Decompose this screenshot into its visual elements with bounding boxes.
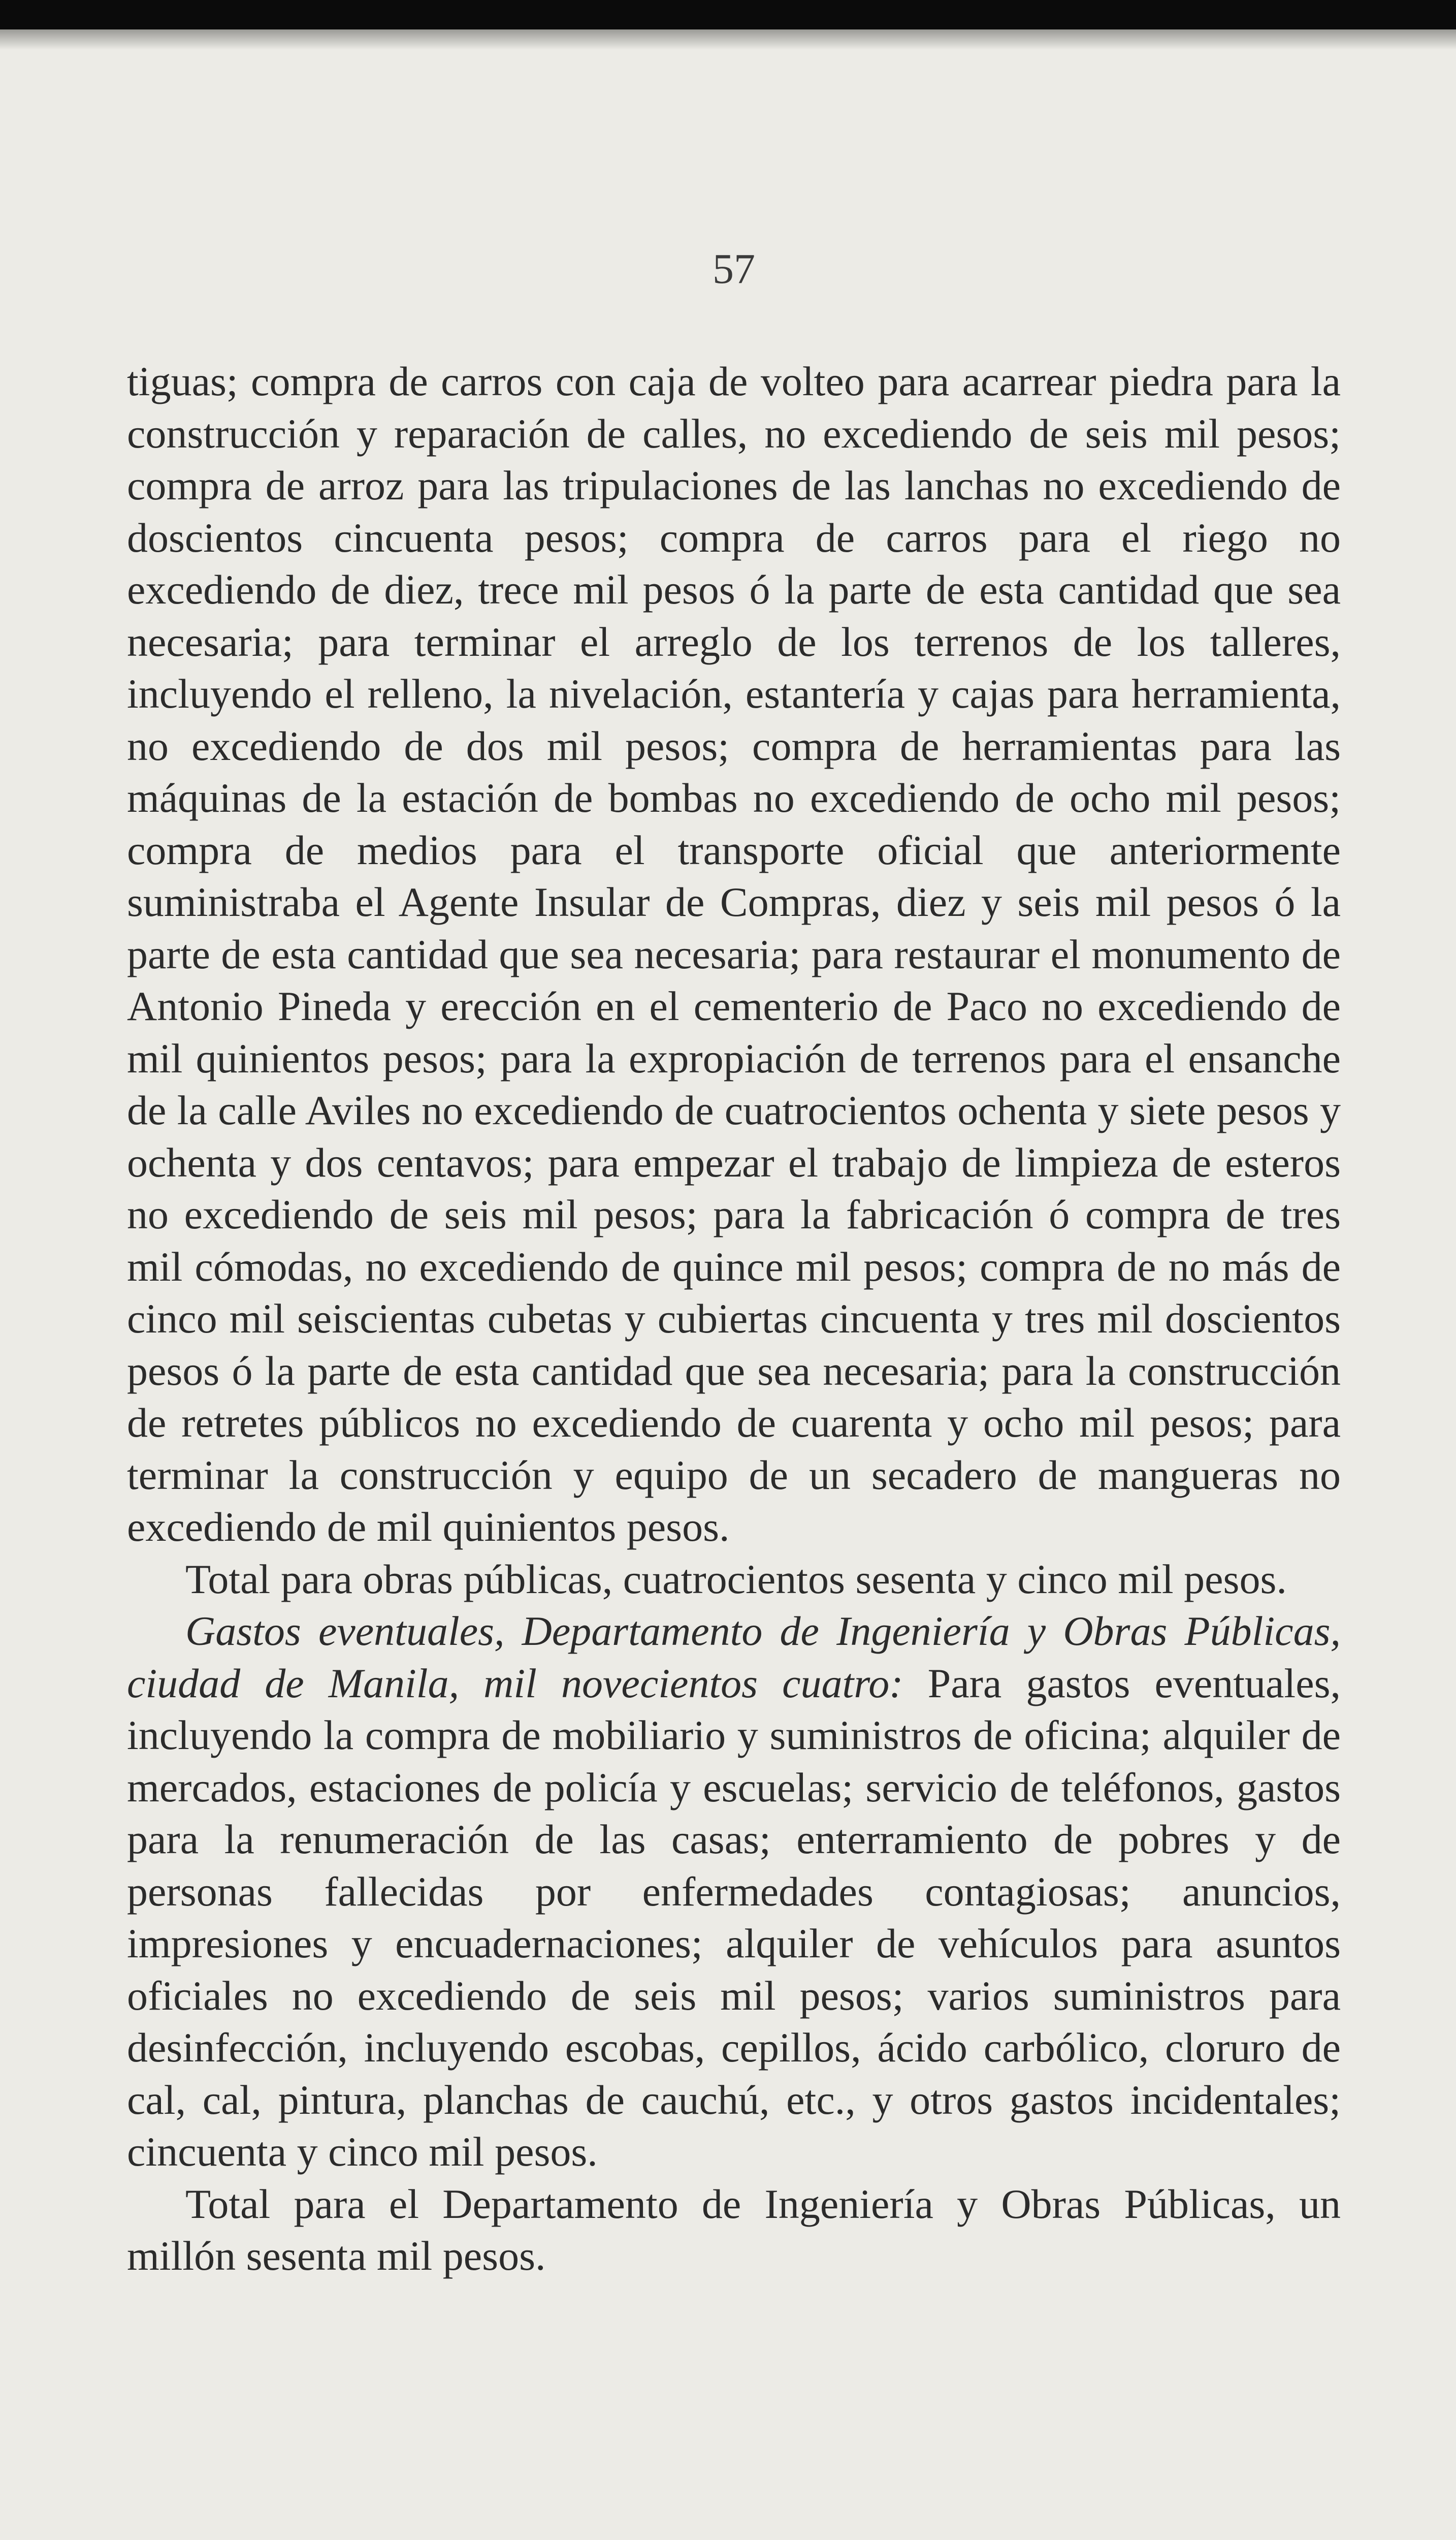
paragraph-text: Total para obras públicas, cuatrocientos sesenta y cinco mil pesos. xyxy=(185,1555,1287,1602)
paragraph-total-obras-publicas xyxy=(127,1553,1341,1606)
document-page xyxy=(127,244,1341,2282)
paragraph-text: tiguas; compra de carros con caja de volteo para acarrear piedra para la construcción y reparación de calles, no excediendo de seis mil pesos; compra de arroz para las tripulaciones de las lanchas no excediendo de doscientos cincuenta pesos; compra de carros para el riego no excediendo de diez, trece mil pesos ó la parte de esta cantidad que sea necesaria; para terminar el arreglo de los terrenos de los talleres, incluyendo el relleno, la nivelación, estantería y cajas para herramienta, no excediendo de dos mil pesos; compra de herramientas para las máquinas de la estación de bombas no excediendo de ocho mil pesos; compra de medios para el transporte oficial que anteriormente suministraba el Agente Insular de Compras, diez y seis mil pesos ó la parte de esta cantidad que sea necesaria; para restaurar el monumento de Antonio Pineda y erección en el cementerio de Paco no excediendo de mil quinientos pesos; para la expropiación de terrenos para el ensanche de la calle Aviles no excediendo de cuatrocientos ochenta y siete pesos y ochenta y dos centavos; para empezar el trabajo de limpieza de esteros no excediendo de seis mil pesos; para la fabricación ó compra de tres mil cómodas, no excediendo de quince mil pesos; compra de no más de cinco mil seiscientas cubetas y cubiertas cincuenta y tres mil doscientos pesos ó la parte de esta cantidad que sea necesaria; para la construcción de retretes públicos no excediendo de cuarenta y ocho mil pesos; para terminar la construcción y equipo de un secadero de mangueras no excediendo de mil quinientos pesos. xyxy=(127,358,1341,1550)
page-number: 57 xyxy=(713,245,755,293)
paragraph-obras-publicas-continued xyxy=(127,356,1341,1553)
paragraph-total-departamento xyxy=(127,2178,1341,2282)
paragraph-text: Total para el Departamento de Ingeniería y Obras Públicas, un millón sesenta mil pesos. xyxy=(127,2180,1341,2279)
paragraph-gastos-eventuales xyxy=(127,1605,1341,2178)
scan-top-shadow xyxy=(0,29,1456,50)
scan-top-edge xyxy=(0,0,1456,29)
paragraph-italic-heading: Gastos eventuales, Departamento de Ingeniería y Obras Públicas, ciudad de Manila, mil novecientos cuatro: xyxy=(127,1608,1341,1706)
paragraph-text: Para gastos eventuales, incluyendo la compra de mobiliario y suministros de oficina; alquiler de mercados, estaciones de policía y escuelas; servicio de teléfonos, gastos para la renumeración de las casas; enterramiento de pobres y de personas fallecidas por enfermedades contagiosas; anuncios, impresiones y encuadernaciones; alquiler de vehículos para asuntos oficiales no excediendo de seis mil pesos; varios suministros para desinfección, incluyendo escobas, cepillos, ácido carbólico, cloruro de cal, cal, pintura, planchas de cauchú, etc., y otros gastos incidentales; cincuenta y cinco mil pesos. xyxy=(127,1660,1341,2175)
